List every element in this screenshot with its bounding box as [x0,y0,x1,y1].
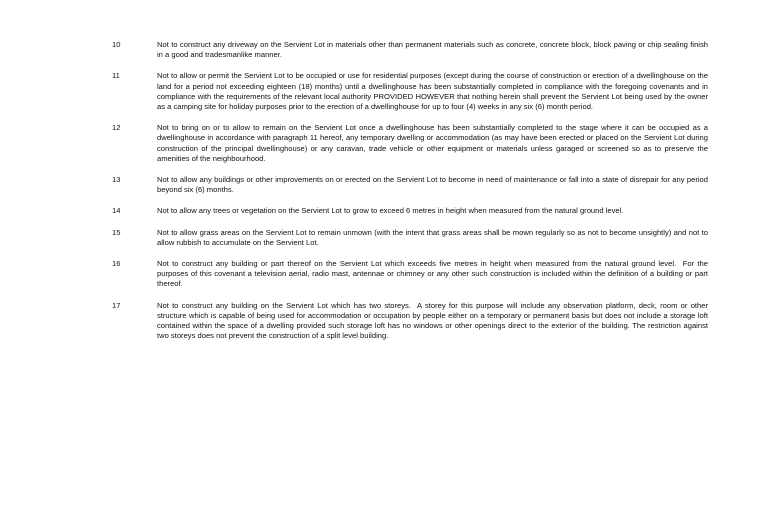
clause-text: Not to bring on or to allow to remain on the Servient Lot once a dwellinghouse has been substantially completed to the stage where it can be occupied as a dwellinghouse in accordance with paragraph 11 hereof, any temporary dwelling or accommodation (as may have been erected or placed on the Servient Lot during construction of the principal dwellinghouse) or any caravan, trade vehicle or other equipment or materials unless garaged or screened so as to preserve the amenities of the neighbourhood. [157,123,711,163]
clause-number: 14 [112,206,121,216]
clause-number: 17 [112,300,121,310]
clause-number: 12 [112,123,121,133]
clause-text: Not to allow any trees or vegetation on the Servient Lot to grow to exceed 6 metres in height when measured from the natural ground level. [157,206,624,216]
clause-number: 13 [112,175,121,185]
clause-item [112,259,711,290]
clause-item [112,175,711,195]
clause-text: Not to allow any buildings or other improvements on or erected on the Servient Lot to become in need of maintenance or fall into a state of disrepair for any period beyond six (6) months. [157,175,711,195]
clause-item [112,40,711,60]
clause-number: 16 [112,259,121,269]
clause-item [112,206,708,216]
clause-text: Not to construct any driveway on the Servient Lot in materials other than permanent materials such as concrete, concrete block, block paving or chip sealing finish in a good and tradesmanlike manner. [157,40,711,60]
clause-item [112,227,711,248]
clause-text: Not to construct any building or part thereof on the Servient Lot which exceeds five metres in height when measured from the natural ground level. For the purposes of this covenant a television aerial, radio mast, antennae or chimney or any other such construction is included within the definition of a building or part thereof. [157,259,711,289]
clause-number: 15 [112,227,121,237]
clause-text: Not to allow or permit the Servient Lot to be occupied or use for residential purposes (except during the course of construction or erection of a dwellinghouse on the land for a period not exceeding eighteen (18) months) until a dwellinghouse has been substantially completed in compliance with the foregoing covenants and in compliance with the requirements of the relevant local authority PROVIDED HOWEVER that nothing herein shall prevent the Servient Lot being used by the owner as a camping site for holiday purposes prior to the erection of a dwellinghouse for up to four (4) weeks in any six (6) month period. [157,71,711,112]
clause-text: Not to allow grass areas on the Servient Lot to remain unmown (with the intent that grass areas shall be mown regularly so as not to become unsightly) and not to allow rubbish to accumulate on the Servient Lot. [157,227,711,247]
clause-item [112,300,711,342]
clause-text: Not to construct any building on the Servient Lot which has two storeys. A storey for this purpose will include any observation platform, deck, room or other structure which is capable of being used for accommodation or occupation by people either on a temporary or permanent basis but does not include a storage loft contained within the space of a dwelling provided such storage loft has no windows or other openings direct to the exterior of the building. The restriction against two storeys does not prevent the construction of a split level building. [157,300,711,341]
clause-item [112,71,711,112]
clause-number: 10 [112,40,121,49]
clause-item [112,123,711,164]
clause-number: 11 [112,71,120,81]
